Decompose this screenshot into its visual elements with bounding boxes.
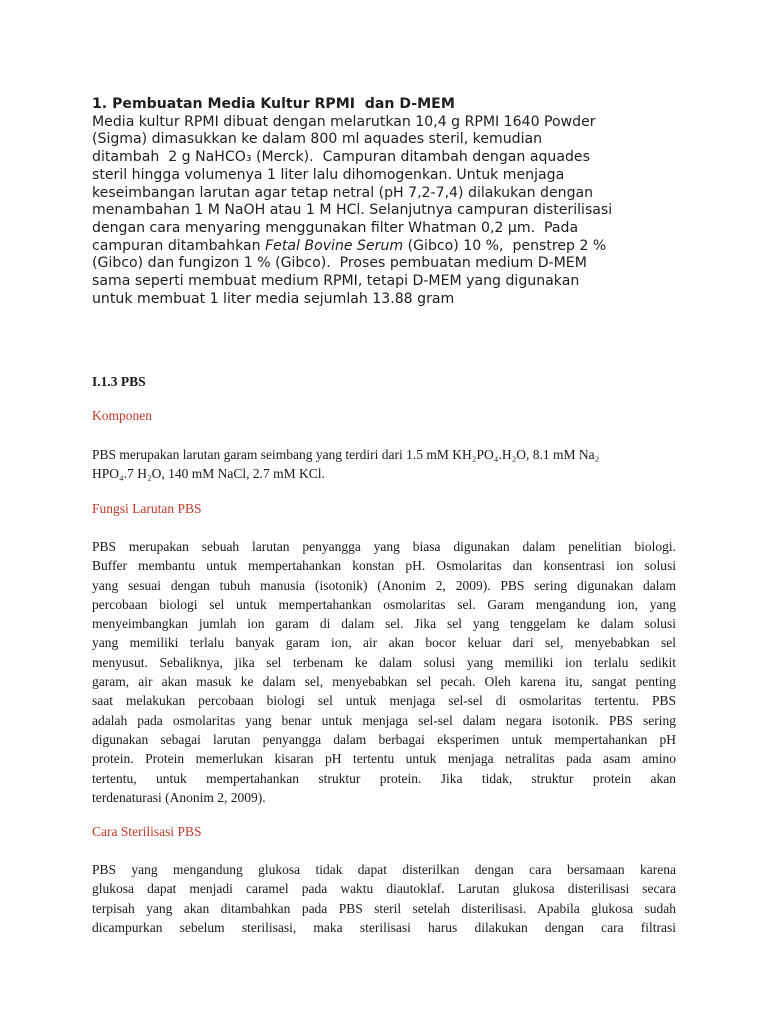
paragraph-line: terpisah yang akan ditambahkan pada PBS steril setelah disterilisasi. Apabila glukosa sudah [92, 900, 676, 916]
subheading-cara-sterilisasi: Cara Sterilisasi PBS [92, 824, 202, 839]
paragraph-line: PBS yang mengandung glukosa tidak dapat disterilkan dengan cara bersamaan karena [92, 862, 676, 877]
subheading-komponen: Komponen [92, 408, 152, 423]
paragraph-line [92, 238, 692, 256]
paragraph-line: yang sesuai dengan tubuh manusia (isotonik) (Anonim 2, 2009). PBS sering digunakan dalam [92, 577, 676, 593]
paragraph-line: protein. Protein memerlukan kisaran pH tertentu untuk menjaga netralitas pada asam amino [92, 751, 676, 767]
paragraph-line: saat melakukan percobaan biologi sel untuk menjaga sel-sel di osmolaritas tertentu. PBS [92, 693, 676, 709]
paragraph-line: HPO₄.7 H₂O, 140 mM NaCl, 2.7 mM KCl. [92, 466, 325, 482]
paragraph-line: dengan cara menyaring menggunakan filter Whatman 0,2 µm. Pada [92, 219, 579, 236]
subheading-fungsi: Fungsi Larutan PBS [92, 501, 202, 516]
section-rpmi [92, 96, 692, 308]
paragraph-line: terdenaturasi (Anonim 2, 2009). [92, 789, 266, 805]
paragraph-line: steril hingga volumenya 1 liter lalu dihomogenkan. Untuk menjaga [92, 166, 565, 183]
paragraph-line: sama seperti membuat medium RPMI, tetapi D-MEM yang digunakan [92, 273, 580, 290]
paragraph-line: digunakan sebagai larutan penyangga dalam berbagai eksperimen untuk mempertahankan pH [92, 731, 676, 747]
paragraph-fungsi [92, 537, 676, 807]
paragraph-cara-sterilisasi [92, 860, 676, 937]
paragraph-line: dicampurkan sebelum sterilisasi, maka sterilisasi harus dilakukan dengan cara filtrasi [92, 919, 676, 935]
paragraph-line: adalah pada osmolaritas yang benar untuk menjaga sel-sel dalam negara isotonik. PBS sering [92, 712, 676, 728]
italic-term: Fetal Bovine Serum [265, 237, 404, 254]
paragraph-line: menyeimbangkan jumlah ion garam di dalam sel. Jika sel yang tenggelam ke dalam solusi [92, 616, 676, 632]
section-heading-pbs: I.1.3 PBS [92, 374, 146, 389]
paragraph-line: untuk membuat 1 liter media sejumlah 13.88 gram [92, 290, 455, 307]
paragraph-line: PBS merupakan sebuah larutan penyangga yang biasa digunakan dalam penelitian biologi. [92, 539, 676, 554]
paragraph-line: yang memiliki terlalu banyak garam ion, air akan bocor keluar dari sel, menyebabkan sel [92, 635, 676, 651]
paragraph-line: (Sigma) dimasukkan ke dalam 800 ml aquades steril, kemudian [92, 131, 543, 148]
paragraph-line: tertentu, untuk mempertahankan struktur protein. Jika tidak, struktur protein akan [92, 770, 676, 786]
paragraph-komponen [92, 445, 676, 484]
paragraph-line: Buffer membantu untuk mempertahankan konstan pH. Osmolaritas dan konsentrasi ion solusi [92, 558, 676, 574]
paragraph-line: percobaan biologi sel untuk mempertahankan osmolaritas sel. Garam mengandung ion, yang [92, 596, 676, 612]
paragraph-line: garam, air akan masuk ke dalam sel, menyebabkan sel pecah. Oleh karena itu, sangat penting [92, 674, 676, 690]
paragraph-line: (Gibco) dan fungizon 1 % (Gibco). Proses pembuatan medium D-MEM [92, 255, 587, 272]
paragraph-line: keseimbangan larutan agar tetap netral (pH 7,2-7,4) dilakukan dengan [92, 184, 594, 201]
paragraph-line: ditambah 2 g NaHCO₃ (Merck). Campuran ditambah dengan aquades [92, 149, 590, 166]
text-run: (Gibco) 10 %, penstrep 2 % [403, 237, 607, 254]
paragraph-line: menyusut. Sebaliknya, jika sel terbenam ke dalam solusi yang memiliki ion terlalu sedikit [92, 654, 676, 670]
paragraph-line: menambahan 1 M NaOH atau 1 M HCl. Selanjutnya campuran disterilisasi [92, 202, 613, 219]
text-run: campuran ditambahkan [92, 237, 266, 254]
paragraph-line: PBS merupakan larutan garam seimbang yang terdiri dari 1.5 mM KH₂PO₄.H₂O, 8.1 mM Na₂ [92, 447, 600, 462]
section-heading-rpmi: 1. Pembuatan Media Kultur RPMI dan D-MEM [92, 96, 455, 112]
paragraph-line: Media kultur RPMI dibuat dengan melarutkan 10,4 g RPMI 1640 Powder [92, 113, 596, 130]
paragraph-line: glukosa dapat menjadi caramel pada waktu diautoklaf. Larutan glukosa disterilisasi secara [92, 881, 676, 897]
